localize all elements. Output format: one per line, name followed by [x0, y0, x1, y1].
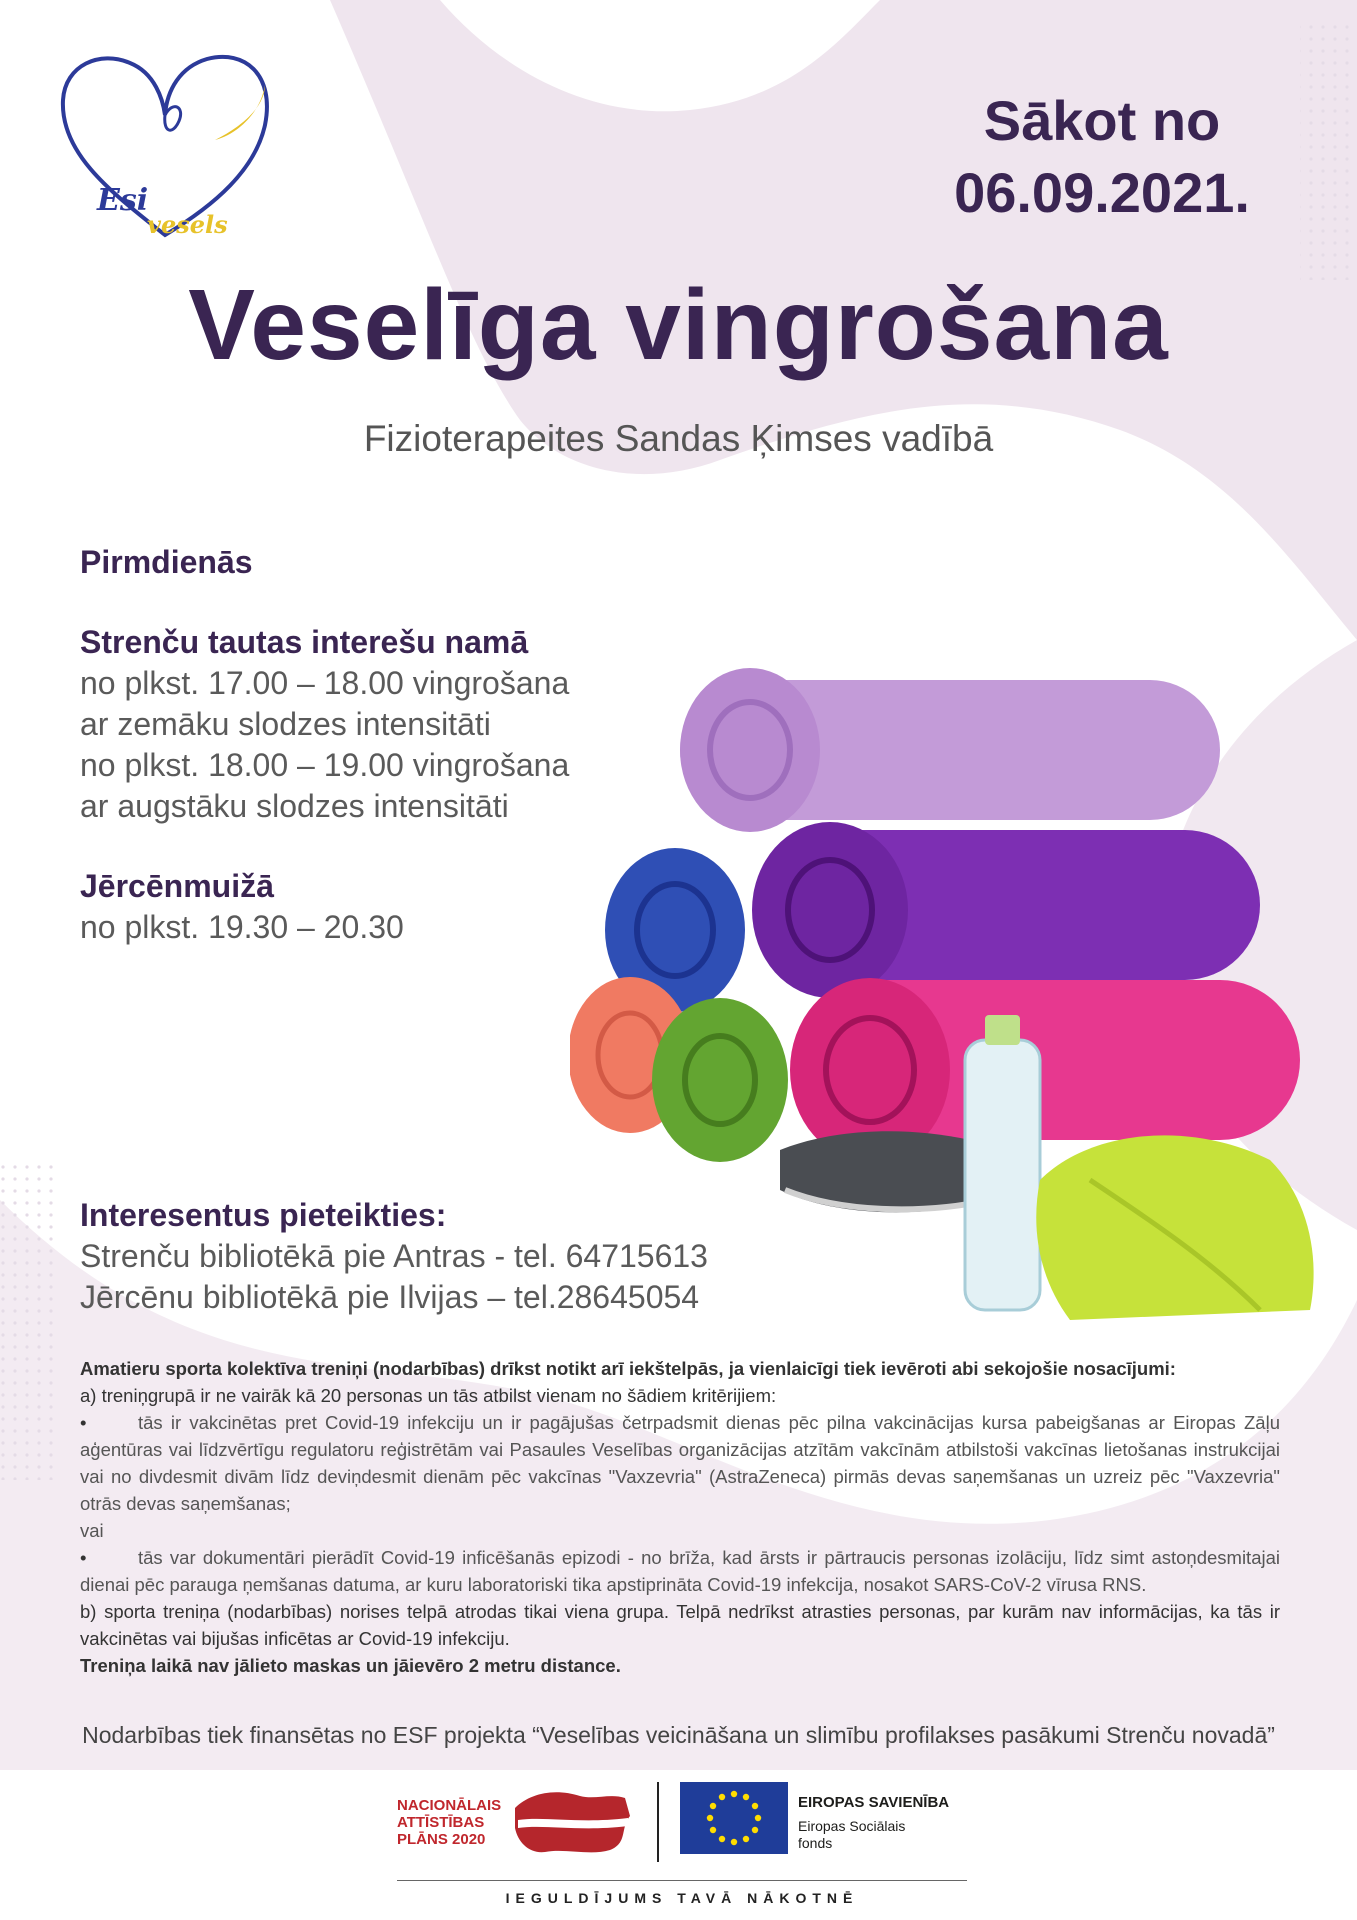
funding-note: Nodarbības tiek finansētas no ESF projekta “Veselības veicināšana un slimību profilakses pasākumi Strenču novadā” — [82, 1722, 1275, 1748]
rules-bullet-2-text: tās var dokumentāri pierādīt Covid-19 inficēšanās epizodi - no brīža, kad ārsts ir pārtraucis personas izolāciju, līdz simt astoņdesmitajai dienai pēc parauga ņemšanas datuma, ar kuru laboratoriski tika apstiprināta Covid-19 infekcija, nosakot SARS-CoV-2 vīrusa RNS. — [80, 1547, 1280, 1595]
schedule-day: Pirmdienās — [80, 544, 253, 580]
contact-line: Strenču bibliotēkā pie Antras - tel. 64715613 — [80, 1238, 708, 1274]
rules-b: b) sporta treniņa (nodarbības) norises telpā atrodas tikai viena grupa. Telpā nedrīkst atrasties personas, par kurām nav informācijas, ka tās ir vakcinētas vai bijušas inficētas ar Covid-19 infekciju. — [80, 1601, 1280, 1649]
start-date-line2: 06.09.2021. — [954, 161, 1250, 224]
water-bottle — [965, 1040, 1040, 1310]
venue-1-line: ar augstāku slodzes intensitāti — [80, 788, 509, 824]
rules-bullet-2 — [80, 1544, 1280, 1598]
eu-title: EIROPAS SAVIENĪBA — [798, 1794, 950, 1811]
eu-sub-line: fonds — [798, 1835, 833, 1851]
rules-bullet-1-text: tās ir vakcinētas pret Covid-19 infekciju un ir pagājušas četrpadsmit dienas pēc pilna vakcinācijas kursa pabeigšanas ar Eiropas Zāļu aģentūras vai līdzvērtīgu regulatoru reģistrētām vai Pasaules Veselības organizācijas atzītām vakcīnām atbilstoši vakcīnas lietošanas instrukcijai vai no divdesmit divām līdz deviņdesmit dienām pēc vakcīnas "Vaxzevria" (AstraZeneca) pirmās devas saņemšanas un uzreiz pēc "Vaxzevria" otrās devas saņemšanas; — [80, 1412, 1280, 1514]
rules-final: Treniņa laikā nav jālieto maskas un jāievēro 2 metru distance. — [80, 1655, 621, 1676]
green-mat — [652, 998, 788, 1162]
contact-section — [80, 1195, 708, 1318]
eu-sub-line: Eiropas Sociālais — [798, 1818, 906, 1834]
nap-line: PLĀNS 2020 — [397, 1831, 486, 1848]
eu-flag-icon — [680, 1782, 788, 1854]
nap-line: NACIONĀLAIS — [397, 1797, 502, 1814]
start-date — [922, 85, 1282, 229]
venue-1-line: ar zemāku slodzes intensitāti — [80, 706, 491, 742]
venue-2-name: Jērcēnmuižā — [80, 868, 274, 904]
venue-2 — [80, 866, 404, 948]
logo-word-esi: Esi — [97, 183, 149, 218]
rules-intro: Amatieru sporta kolektīva treniņi (nodarbības) drīkst notikt arī iekštelpās, ja vienlaicīgi tiek ievēroti abi sekojošie nosacījumi: — [80, 1358, 1176, 1379]
latvia-flag-icon — [510, 1788, 635, 1856]
footer-rule — [397, 1880, 967, 1881]
venue-1 — [80, 622, 569, 827]
footer — [0, 1770, 1357, 1920]
logo-word-vesels: vesels — [147, 210, 228, 239]
nap-line: ATTĪSTĪBAS — [397, 1814, 485, 1831]
start-date-line1: Sākot no — [983, 89, 1221, 152]
bullet-icon: • — [80, 1412, 87, 1433]
footer-divider — [657, 1782, 659, 1862]
esi-vesels-logo — [55, 45, 285, 255]
page-title: Veselīga vingrošana — [188, 269, 1169, 381]
contact-heading: Interesentus pieteikties: — [80, 1197, 447, 1233]
rules-a: a) treniņgrupā ir ne vairāk kā 20 personas un tās atbilst vienam no šādiem kritērijiem: — [80, 1385, 777, 1406]
venue-1-name: Strenču tautas interešu namā — [80, 624, 529, 660]
lavender-mat-end — [680, 668, 820, 832]
bullet-icon: • — [80, 1547, 87, 1568]
rules-or: vai — [80, 1520, 104, 1541]
contact-line: Jērcēnu bibliotēkā pie Ilvijas – tel.28645054 — [80, 1279, 700, 1315]
page-subtitle: Fizioterapeites Sandas Ķimses vadībā — [363, 418, 994, 459]
venue-1-line: no plkst. 18.00 – 19.00 vingrošana — [80, 747, 570, 783]
nap-logo-text — [397, 1797, 501, 1848]
towel — [1036, 1135, 1313, 1320]
venue-2-line: no plkst. 19.30 – 20.30 — [80, 909, 404, 945]
footer-slogan: IEGULDĪJUMS TAVĀ NĀKOTNĒ — [505, 1890, 859, 1906]
rules-bullet-1 — [80, 1409, 1280, 1517]
eu-subtitle — [798, 1818, 905, 1852]
venue-1-line: no plkst. 17.00 – 18.00 vingrošana — [80, 665, 570, 701]
rules-section — [80, 1355, 1280, 1679]
